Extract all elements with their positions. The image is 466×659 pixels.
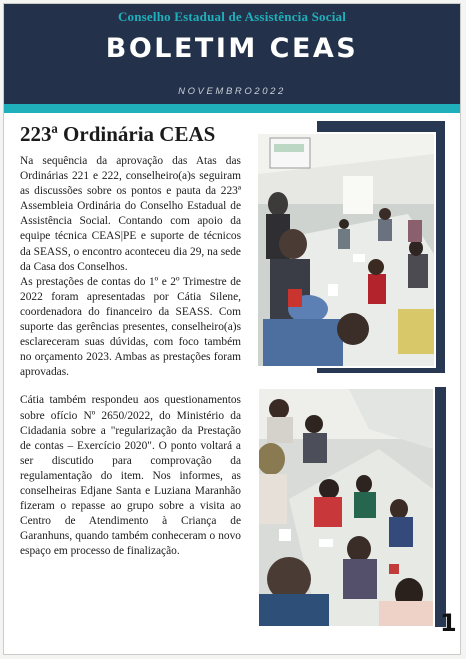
article-paragraph: As prestações de contas do 1º e 2º Trimestre de 2022 foram apresentadas por Cátia Silene, coordenadora do financeiro da SEASS. Com suporte das gerências presentes, conselheiro(a)s esclareceram suas dúvidas, com foco também no orçamento 2023. Ambas as prestações foram aprovadas. — [20, 275, 241, 379]
article-body — [20, 154, 241, 559]
newsletter-title: BOLETIM CEAS — [105, 33, 359, 64]
article-paragraph: Cátia também respondeu aos questionamentos sobre ofício Nº 2650/2022, do Ministério da Cidadania sobre a "regularização da Prestação de contas – Exercício 2020". O ponto voltará a ser discutido para comprovação da regulamentação do item. Nos informes, as conselheiras Edjane Santa e Luziana Maranhão fizeram o repasse ao grupo sobre a visita ao Centro de Atendimento à Criança de Garanhuns, quando também conheceram o novo espaço em processo de finalização. — [20, 394, 241, 558]
meeting-photo — [256, 132, 436, 368]
article-paragraph: Na sequência da aprovação das Atas das Ordinárias 221 e 222, conselheiro(a)s seguiram as discussões sobre os pontos e pauta da 223ª Assembleia Ordinária do Conselho Estadual de Assistência Social. Contando com apoio da equipe técnica CEAS|PE e suporte de técnicos da SEASS, o encontro aconteceu dia 29, na sede da Casa dos Conselhos. — [20, 155, 241, 273]
page-number: 1 — [440, 609, 457, 637]
header-banner — [4, 4, 460, 104]
accent-strip — [4, 104, 460, 113]
meeting-photo — [257, 387, 435, 628]
newsletter-page — [3, 3, 461, 655]
article-headline: 223ª Ordinária CEAS — [20, 122, 216, 146]
council-name: Conselho Estadual de Assistência Social — [117, 9, 347, 24]
issue-month: NOVEMBRO2022 — [178, 86, 286, 97]
